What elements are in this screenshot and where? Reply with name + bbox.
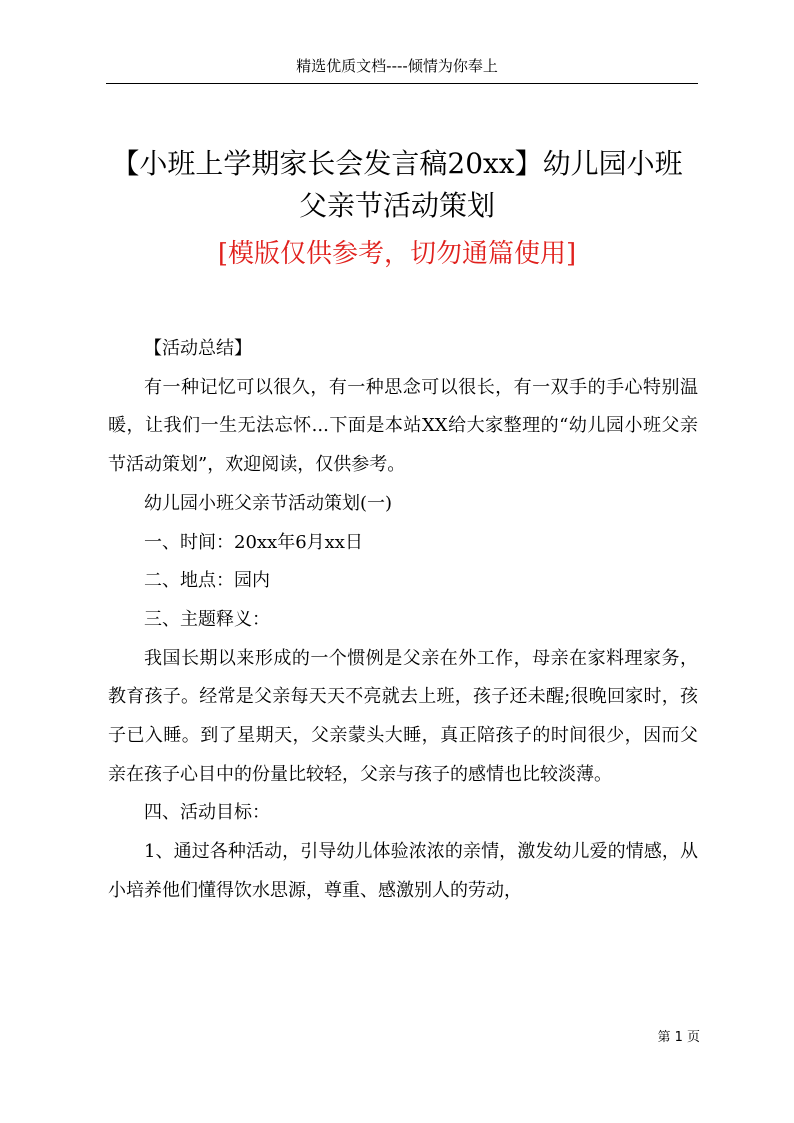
item-theme-heading: 三、主题释义： [144, 608, 270, 630]
title-line-1: 【小班上学期家长会发言稿20xx】幼儿园小班 [111, 147, 683, 180]
intro-paragraph: 有一种记忆可以很久，有一种思念可以很长，有一双手的手心特别温暖，让我们一生无法忘怀...下面是本站XX给大家整理的“幼儿园小班父亲节活动策划”，欢迎阅读，仅供参考。 [108, 376, 698, 476]
document-body [108, 330, 698, 911]
page-number: 第 1 页 [657, 1030, 700, 1045]
document-title [90, 143, 704, 227]
item-location: 二、地点：园内 [144, 570, 270, 592]
section-heading-summary: 【活动总结】 [144, 338, 252, 359]
item-time: 一、时间：20xx年6月xx日 [144, 531, 363, 553]
page-header: 精选优质文档----倾情为你奉上 [296, 57, 498, 75]
theme-paragraph: 我国长期以来形成的一个惯例是父亲在外工作，母亲在家料理家务，教育孩子。经常是父亲每天天不亮就去上班，孩子还未醒;很晚回家时，孩子已入睡。到了星期天，父亲蒙头大睡，真正陪孩子的时间很少，因而父亲在孩子心目中的份量比较轻，父亲与孩子的感情也比较淡薄。 [108, 647, 698, 785]
title-line-2: 父亲节活动策划 [298, 189, 495, 222]
goal-1-paragraph: 1、通过各种活动，引导幼儿体验浓浓的亲情，激发幼儿爱的情感，从小培养他们懂得饮水思源，尊重、感激别人的劳动， [108, 841, 698, 901]
document-subtitle: [模版仅供参考，切勿通篇使用] [217, 239, 577, 269]
header-rule [106, 83, 698, 84]
item-goals-heading: 四、活动目标： [144, 802, 270, 824]
plan-title: 幼儿园小班父亲节活动策划(一) [144, 492, 393, 514]
